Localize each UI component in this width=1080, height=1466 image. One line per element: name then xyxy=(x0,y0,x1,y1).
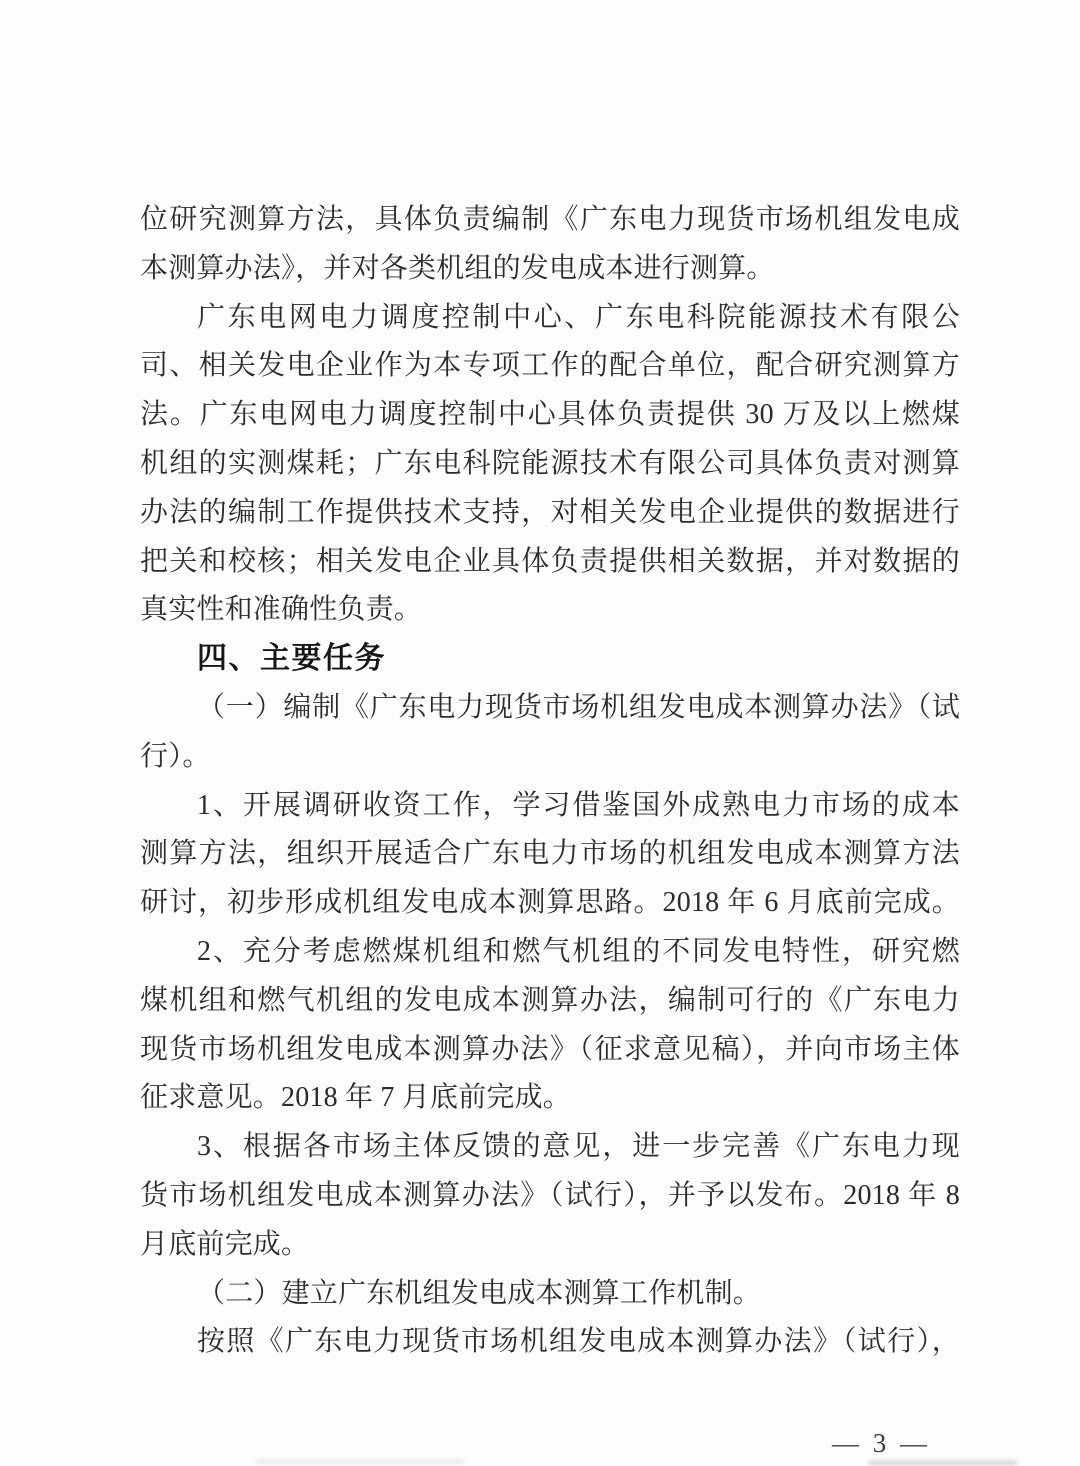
doc-line: 把关和校核；相关发电企业具体负责提供相关数据，并对数据的 xyxy=(140,545,960,577)
page-number: — 3 — xyxy=(832,1428,927,1458)
doc-line: 机组的实测煤耗；广东电科院能源技术有限公司具体负责对测算 xyxy=(140,447,960,479)
section-heading-main-tasks: 四、主要任务 xyxy=(197,642,386,676)
doc-line: 3、根据各市场主体反馈的意见，进一步完善《广东电力现 xyxy=(197,1131,960,1163)
doc-line: 司、相关发电企业作为本专项工作的配合单位，配合研究测算方 xyxy=(140,350,960,382)
document-text-block xyxy=(140,196,960,1367)
doc-line: 现货市场机组发电成本测算办法》（征求意见稿），并向市场主体 xyxy=(140,1033,960,1065)
doc-line: 本测算办法》，并对各类机组的发电成本进行测算。 xyxy=(140,252,775,284)
doc-line: 位研究测算方法，具体负责编制《广东电力现货市场机组发电成 xyxy=(140,204,960,235)
doc-line: 2、充分考虑燃煤机组和燃气机组的不同发电特性，研究燃 xyxy=(197,935,960,967)
doc-line: 真实性和准确性负责。 xyxy=(140,594,423,626)
doc-line: 1、开展调研收资工作，学习借鉴国外成熟电力市场的成本 xyxy=(197,789,960,821)
doc-line: 煤机组和燃气机组的发电成本测算办法，编制可行的《广东电力 xyxy=(140,984,960,1016)
doc-line: 广东电网电力调度控制中心、广东电科院能源技术有限公 xyxy=(197,301,960,333)
subsection-heading: （二）建立广东机组发电成本测算工作机制。 xyxy=(197,1277,762,1309)
doc-line: 法。广东电网电力调度控制中心具体负责提供 30 万及以上燃煤 xyxy=(140,399,960,431)
scan-artifact xyxy=(868,1460,1018,1466)
doc-line: 研讨，初步形成机组发电成本测算思路。2018 年 6 月底前完成。 xyxy=(140,887,960,919)
doc-line: 征求意见。2018 年 7 月底前完成。 xyxy=(140,1082,572,1114)
doc-line: 行）。 xyxy=(140,740,211,772)
doc-line: （一）编制《广东电力现货市场机组发电成本测算办法》（试 xyxy=(197,691,960,723)
doc-line: 测算方法，组织开展适合广东电力市场的机组发电成本测算方法 xyxy=(140,838,960,870)
doc-line: 货市场机组发电成本测算办法》（试行），并予以发布。2018 年 8 xyxy=(140,1179,960,1211)
scan-artifact xyxy=(255,1459,465,1464)
doc-line: 月底前完成。 xyxy=(140,1228,310,1260)
doc-line: 办法的编制工作提供技术支持，对相关发电企业提供的数据进行 xyxy=(140,496,960,528)
doc-line: 按照《广东电力现货市场机组发电成本测算办法》（试行）， xyxy=(197,1326,960,1358)
